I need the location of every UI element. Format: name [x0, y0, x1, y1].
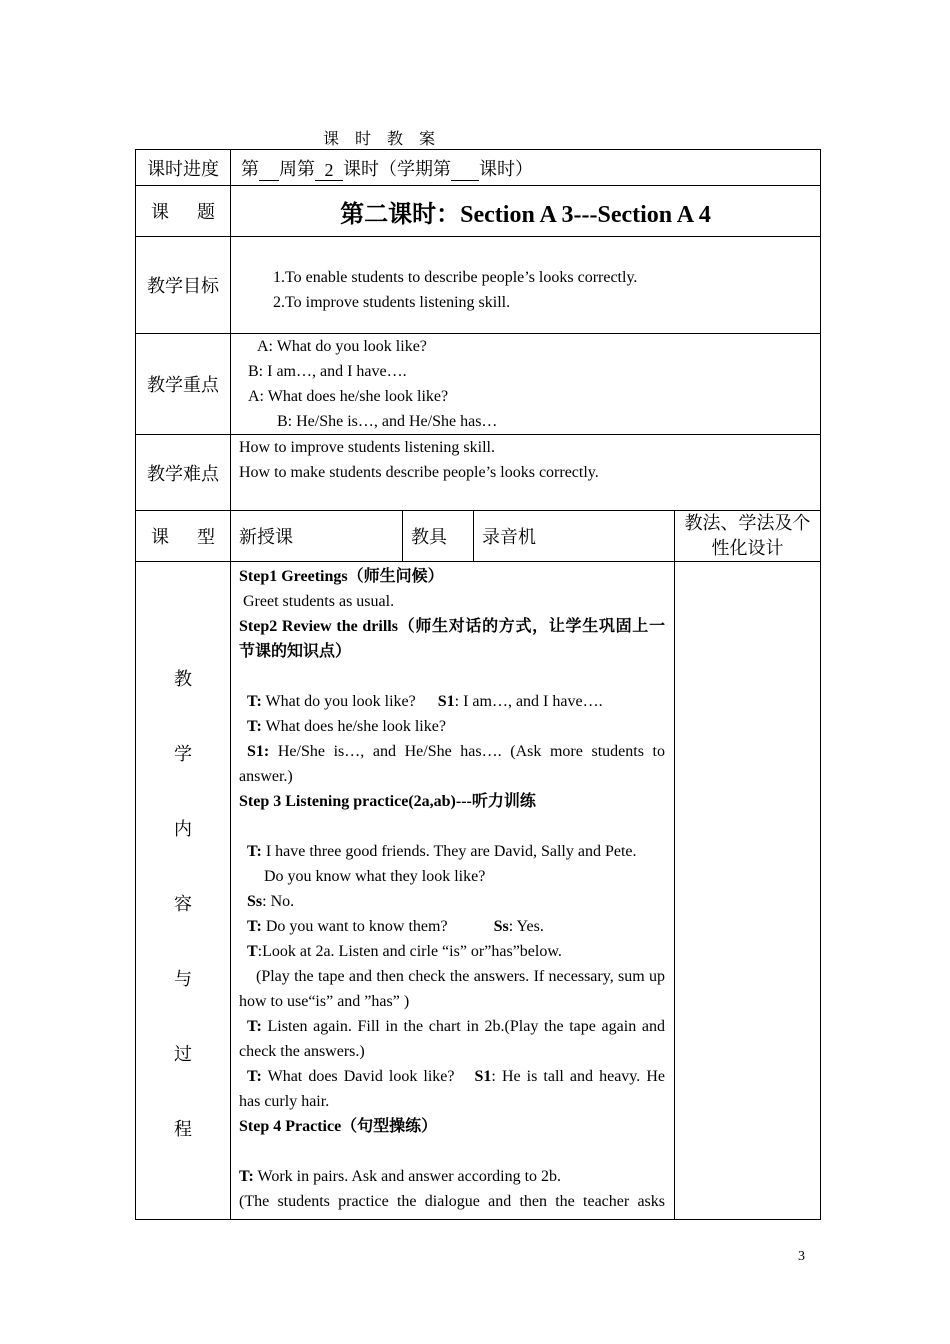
progress-row [136, 150, 821, 186]
objectives-row [136, 237, 821, 334]
step4-title: Step 4 Practice（句型操练） [239, 1118, 438, 1135]
step3-line: T: What does David look like? S1: He is tall and heavy. He has curly hair. [239, 1068, 665, 1110]
document-heading: 课 时 教 案 [323, 131, 442, 148]
key-points-list [231, 334, 821, 435]
key-point-item: A: What does he/she look like? [248, 388, 449, 405]
key-points-row [136, 334, 821, 435]
progress-lesson-number: 2 [315, 160, 343, 181]
process-content [231, 562, 675, 1220]
lesson-type-row [136, 511, 821, 562]
topic-label: 课 题 [136, 186, 231, 237]
process-row [136, 562, 821, 1220]
step3-line: T: Listen again. Fill in the chart in 2b.(Play the tape again and check the answers.) [239, 1018, 665, 1060]
tools-label: 教具 [403, 511, 474, 562]
lesson-type-value: 新授课 [231, 511, 403, 562]
step1-text: Greet students as usual. [243, 593, 395, 610]
step3-title: Step 3 Listening practice(2a,ab)---听力训练 [239, 793, 536, 810]
step2-line: T: What do you look like? S1: I am…, and I have…. [247, 693, 603, 710]
progress-week-blank [259, 160, 279, 181]
page-number: 3 [798, 1249, 805, 1264]
key-points-label: 教学重点 [136, 334, 231, 435]
progress-label: 课时进度 [136, 150, 231, 186]
lesson-type-label: 课 型 [136, 511, 231, 562]
step3-line: (Play the tape and then check the answers. If necessary, sum up how to use“is” and ”has” ) [239, 968, 665, 1010]
lesson-plan-table [135, 149, 821, 1220]
topic-row [136, 186, 821, 237]
objectives-list [231, 237, 821, 334]
step2-line: S1: He/She is…, and He/She has…. (Ask more students to answer.) [239, 743, 665, 785]
progress-end: 课时） [479, 158, 533, 179]
step2-title: Step2 Review the drills（师生对话的方式，让学生巩固上一节课的知识点） [239, 618, 665, 660]
progress-week-prefix: 第 [241, 158, 259, 179]
step1-title: Step1 Greetings（师生问候） [239, 568, 444, 585]
difficulties-label: 教学难点 [136, 435, 231, 511]
objective-item: 1.To enable students to describe people’s looks correctly. [273, 269, 638, 286]
step3-line: T:Look at 2a. Listen and cirle “is” or”has”below. [247, 943, 562, 960]
methods-header: 教法、学法及个性化设计 [675, 511, 821, 562]
step4-line: T: Work in pairs. Ask and answer according to 2b. [239, 1168, 562, 1185]
progress-term-blank [451, 160, 479, 181]
step3-line: T: Do you want to know them? Ss: Yes. [247, 918, 544, 935]
step4-line: (The students practice the dialogue and then the teacher asks [239, 1193, 665, 1210]
progress-mid: 周第 [279, 158, 315, 179]
difficulties-list [231, 435, 821, 511]
key-point-item: B: I am…, and I have…. [248, 363, 407, 380]
step3-line: Do you know what they look like? [264, 868, 486, 885]
step3-line: Ss: No. [247, 893, 295, 910]
difficulties-row [136, 435, 821, 511]
key-point-item: B: He/She is…, and He/She has… [277, 413, 498, 430]
objectives-label: 教学目标 [136, 237, 231, 334]
tools-value: 录音机 [474, 511, 675, 562]
topic-title: 第二课时：Section A 3---Section A 4 [231, 186, 821, 237]
difficulty-item: How to make students describe people’s looks correctly. [239, 464, 599, 481]
key-point-item: A: What do you look like? [257, 338, 427, 355]
difficulty-item: How to improve students listening skill. [239, 439, 495, 456]
methods-notes-cell [675, 562, 821, 1220]
step2-line: T: What does he/she look like? [247, 718, 446, 735]
objective-item: 2.To improve students listening skill. [273, 294, 511, 311]
process-label: 教 学 内 容 与 过 程 [136, 562, 231, 1220]
progress-lesson-suffix: 课时（学期第 [343, 158, 451, 179]
progress-value [231, 150, 821, 186]
step3-line: T: I have three good friends. They are David, Sally and Pete. [247, 843, 637, 860]
